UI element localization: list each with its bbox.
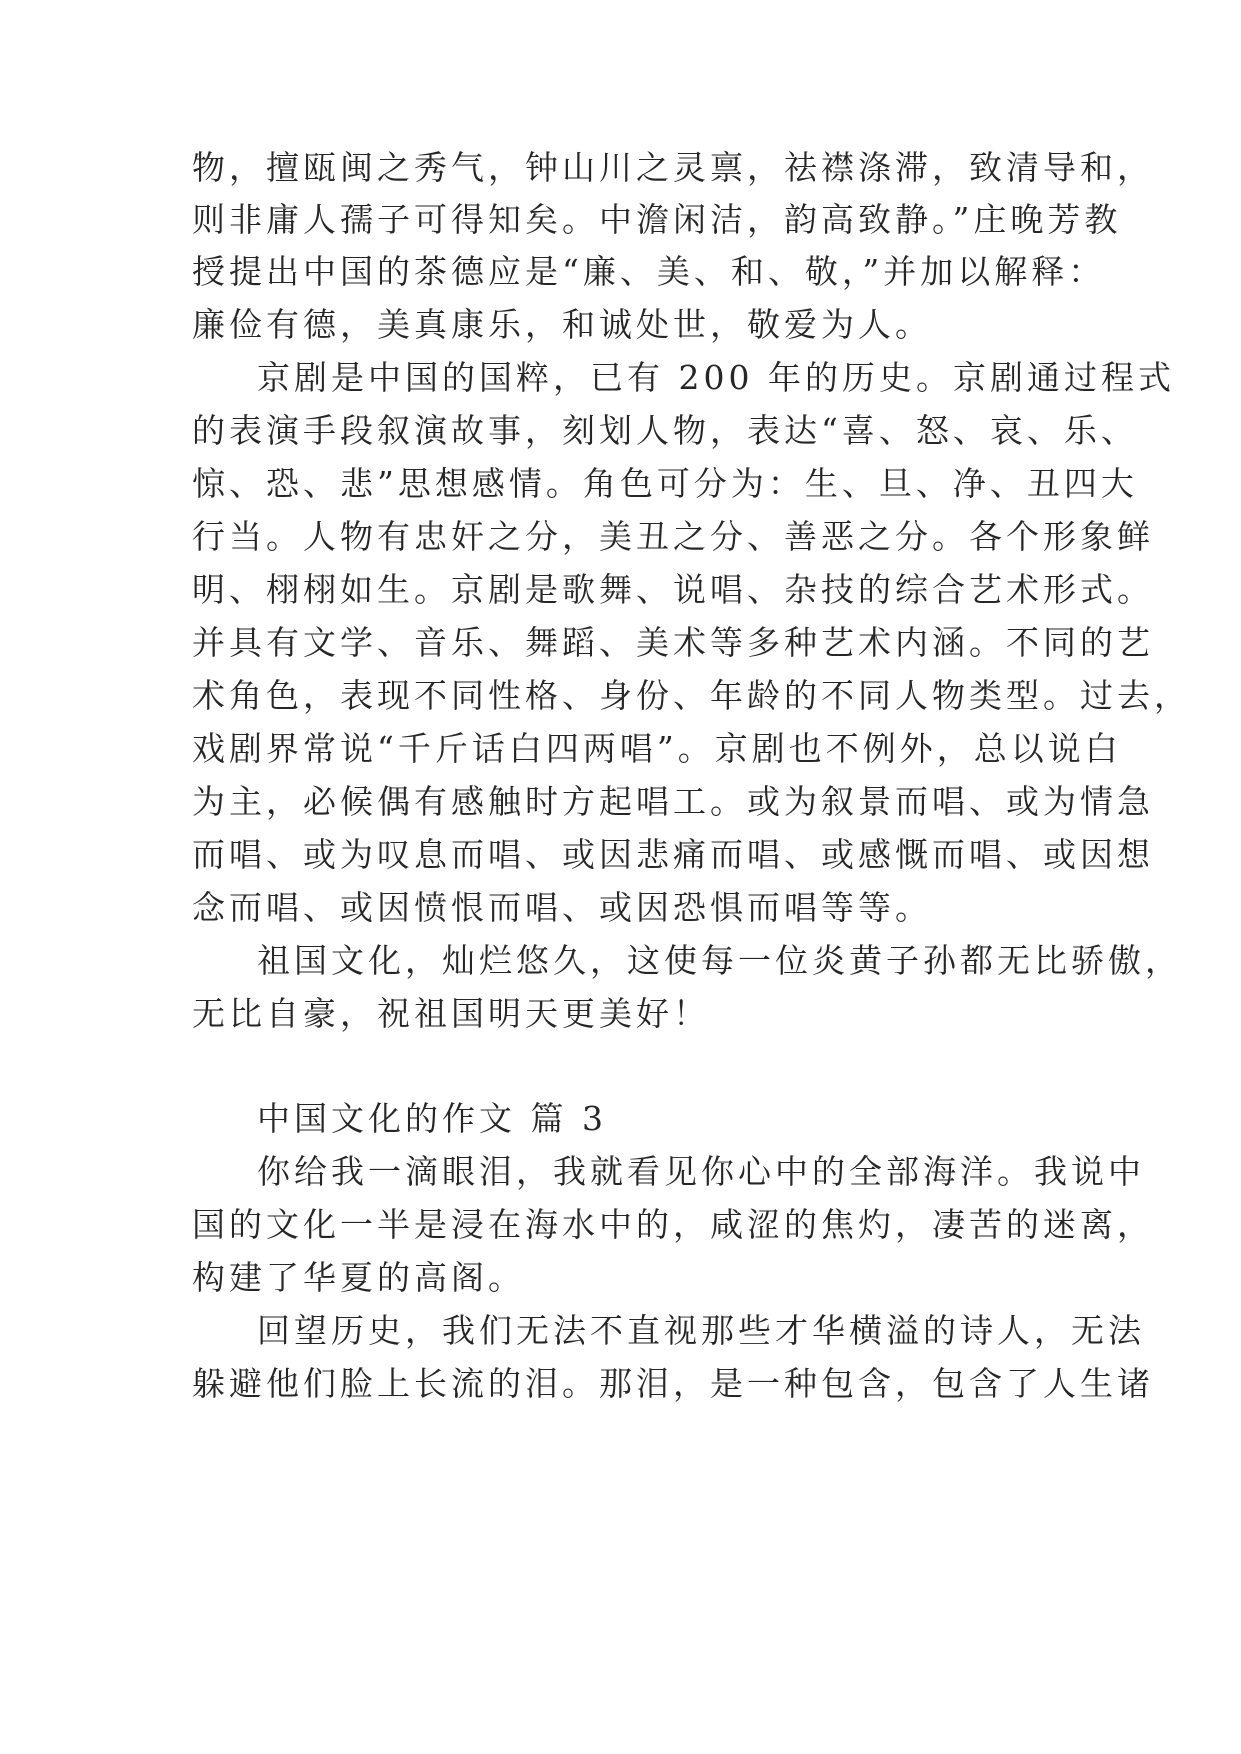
section-heading-text: 中国文化的作文 篇 3 bbox=[257, 1099, 607, 1138]
paragraph-first-line bbox=[0, 349, 1241, 407]
text-line-content: 的表演手段叙演故事，刻划人物，表达“喜、怒、哀、乐、 bbox=[192, 411, 1138, 450]
text-line bbox=[0, 720, 1241, 778]
paragraph-first-line bbox=[0, 932, 1241, 990]
text-line bbox=[0, 508, 1241, 566]
text-line bbox=[0, 1249, 1241, 1307]
text-line-content: 惊、恐、悲”思想感情。角色可分为：生、旦、净、丑四大 bbox=[192, 464, 1138, 503]
paragraph-first-line bbox=[0, 1302, 1241, 1360]
text-line-content: 为主，必候偶有感触时方起唱工。或为叙景而唱、或为情急 bbox=[192, 782, 1154, 821]
paragraph-first-line bbox=[0, 1143, 1241, 1201]
text-line-content: 祖国文化，灿烂悠久，这使每一位炎黄子孙都无比骄傲， bbox=[257, 941, 1182, 980]
text-line bbox=[0, 455, 1241, 513]
text-line-content: 而唱、或为叹息而唱、或因悲痛而唱、或感慨而唱、或因想 bbox=[192, 835, 1154, 874]
text-line-content: 回望历史，我们无法不直视那些才华横溢的诗人，无法 bbox=[257, 1311, 1145, 1350]
text-line bbox=[0, 1355, 1241, 1413]
section-heading bbox=[0, 1090, 1241, 1148]
text-line-content: 无比自豪，祝祖国明天更美好！ bbox=[192, 994, 710, 1033]
text-line-content: 并具有文学、音乐、舞蹈、美术等多种艺术内涵。不同的艺 bbox=[192, 623, 1154, 662]
text-line-content: 戏剧界常说“千斤话白四两唱”。京剧也不例外，总以说白 bbox=[192, 729, 1122, 768]
text-line-content: 躲避他们脸上长流的泪。那泪，是一种包含，包含了人生诸 bbox=[192, 1364, 1154, 1403]
text-line-content: 物，擅瓯闽之秀气，钟山川之灵禀，祛襟涤滞，致清导和， bbox=[192, 148, 1154, 187]
text-line-content: 构建了华夏的高阁。 bbox=[192, 1258, 525, 1297]
text-line-content: 明、栩栩如生。京剧是歌舞、说唱、杂技的综合艺术形式。 bbox=[192, 570, 1154, 609]
text-line bbox=[0, 879, 1241, 937]
text-line bbox=[0, 667, 1241, 725]
text-line-content: 你给我一滴眼泪，我就看见你心中的全部海洋。我说中 bbox=[257, 1152, 1145, 1191]
text-line-content: 国的文化一半是浸在海水中的，咸涩的焦灼，凄苦的迷离， bbox=[192, 1205, 1154, 1244]
text-line bbox=[0, 191, 1241, 249]
text-line-content: 则非庸人孺子可得知矣。中澹闲洁，韵高致静。”庄晚芳教 bbox=[192, 200, 1122, 239]
text-line bbox=[0, 139, 1241, 197]
text-line-content: 行当。人物有忠奸之分，美丑之分、善恶之分。各个形象鲜 bbox=[192, 517, 1154, 556]
text-line bbox=[0, 773, 1241, 831]
text-line-content: 术角色，表现不同性格、身份、年龄的不同人物类型。过去， bbox=[192, 676, 1191, 715]
text-line bbox=[0, 1196, 1241, 1254]
text-line-content: 京剧是中国的国粹，已有 200 年的历史。京剧通过程式 bbox=[257, 358, 1175, 397]
text-line-content: 廉俭有德，美真康乐，和诚处世，敬爱为人。 bbox=[192, 305, 932, 344]
text-line bbox=[0, 561, 1241, 619]
text-line bbox=[0, 402, 1241, 460]
text-line bbox=[0, 243, 1241, 301]
text-line-content: 念而唱、或因愤恨而唱、或因恐惧而唱等等。 bbox=[192, 888, 932, 927]
text-line bbox=[0, 296, 1241, 354]
text-line-content: 授提出中国的茶德应是“廉、美、和、敬，”并加以解释： bbox=[192, 252, 1106, 291]
text-line bbox=[0, 826, 1241, 884]
text-line bbox=[0, 985, 1241, 1043]
text-line bbox=[0, 614, 1241, 672]
